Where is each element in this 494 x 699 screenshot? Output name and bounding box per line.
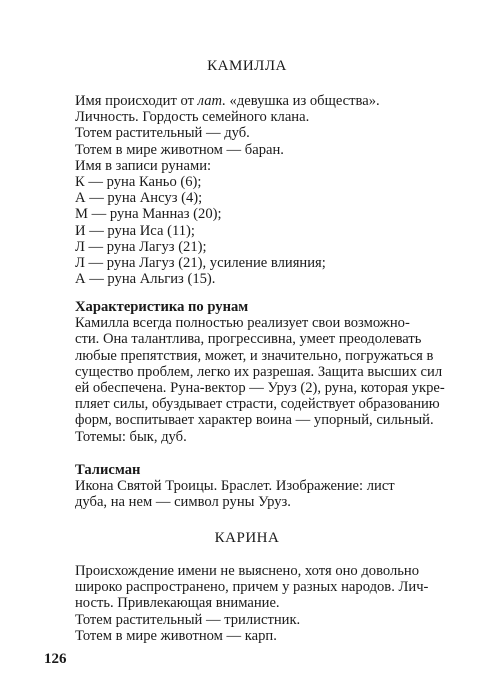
paragraph-line: широко распространено, причем у разных народов. Лич-: [75, 579, 429, 596]
runes-characteristic: [75, 299, 445, 445]
rune-line: М — руна Манназ (20);: [75, 206, 222, 223]
text-line: Личность. Гордость семейного клана.: [75, 109, 310, 126]
subheading-talisman: Талисман: [75, 462, 141, 478]
rune-line: Л — руна Лагуз (21), усиление влияния;: [75, 254, 326, 271]
paragraph-line: любые препятствия, может, и значительно, погружаться в: [75, 347, 434, 364]
subheading-runes: Характеристика по рунам: [75, 299, 249, 315]
text-line: Тотем растительный — трилистник.: [75, 611, 301, 628]
text-line: Тотем в мире животном — баран.: [75, 141, 284, 158]
rune-line: К — руна Каньо (6);: [75, 173, 202, 190]
paragraph-line: Тотемы: бык, дуб.: [75, 428, 187, 445]
page-number: 126: [44, 651, 67, 667]
paragraph-line: ность. Привлекающая внимание.: [75, 595, 280, 612]
paragraph-line: пляет силы, обуздывает страсти, содействует образованию: [75, 396, 440, 413]
text-line: Тотем в мире животном — карп.: [75, 627, 277, 644]
text-line: Тотем растительный — дуб.: [75, 125, 250, 142]
paragraph-line: дуба, на нем — символ руны Уруз.: [75, 494, 291, 511]
paragraph-line: существо проблем, легко их разрешая. Защита высших сил: [75, 363, 443, 380]
rune-line: И — руна Иса (11);: [75, 222, 195, 239]
talisman-section: [75, 462, 429, 511]
section-title-karina: КАРИНА: [214, 530, 280, 546]
kamilla-intro: [75, 93, 429, 287]
section-title-kamilla: КАМИЛЛА: [207, 58, 287, 74]
paragraph-line: Происхождение имени не выяснено, хотя оно довольно: [75, 563, 420, 579]
text-line: Имя в записи рунами:: [75, 157, 212, 174]
paragraph-line: Икона Святой Троицы. Браслет. Изображение: лист: [75, 478, 395, 495]
paragraph-line: ей обеспечена. Руна-вектор — Уруз (2), руна, которая укре-: [75, 379, 445, 396]
rune-line: А — руна Ансуз (4);: [75, 190, 203, 207]
karina-text: [75, 563, 429, 644]
paragraph-line: форм, воспитывает характер воина — упорный, сильный.: [75, 412, 434, 429]
paragraph-line: Камилла всегда полностью реализует свои возможно-: [75, 315, 410, 332]
rune-line: Л — руна Лагуз (21);: [75, 238, 207, 255]
paragraph-line: сти. Она талантлива, прогрессивна, умеет преодолевать: [75, 331, 422, 348]
rune-line: А — руна Альгиз (15).: [75, 271, 216, 288]
origin-line: Имя происходит от лат. «девушка из общества».: [75, 93, 380, 109]
